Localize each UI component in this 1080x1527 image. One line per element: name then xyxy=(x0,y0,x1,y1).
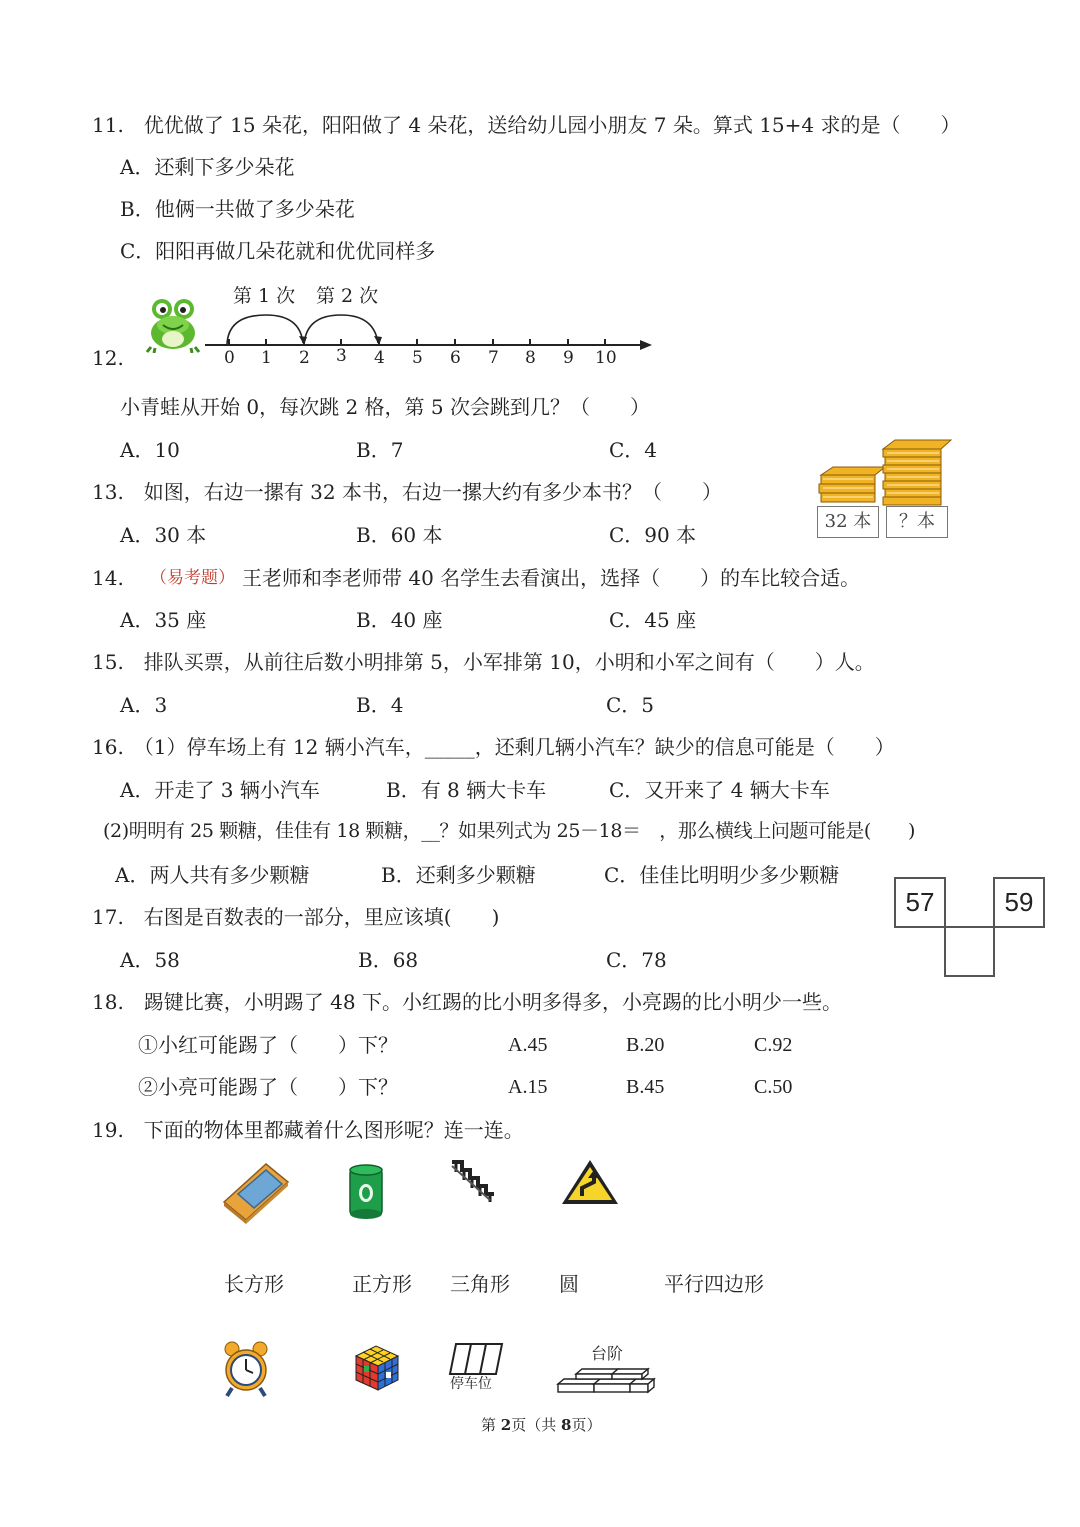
green-can-icon xyxy=(346,1163,386,1221)
q14-option-a: A．35 座 xyxy=(120,608,207,632)
book-tag-left: 32 本 xyxy=(817,506,879,538)
shape-label-circle: 圆 xyxy=(559,1272,579,1296)
q14-number: 14. xyxy=(92,566,124,590)
q17-option-a: A．58 xyxy=(120,948,180,972)
q16-1-option-b: B．有 8 辆大卡车 xyxy=(386,778,547,802)
q14-option-b: B．40 座 xyxy=(356,608,443,632)
hundred-chart-cell-57: 57 xyxy=(894,877,946,928)
q12-number: 12. xyxy=(92,346,124,370)
q14-stem: 王老师和李老师带 40 名学生去看演出，选择（ ）的车比较合适。 xyxy=(242,566,861,590)
q19-stem: 19. 下面的物体里都藏着什么图形呢？连一连。 xyxy=(92,1118,524,1142)
q17-option-c: C．78 xyxy=(606,948,667,972)
q18-sub-2-option-c: C.50 xyxy=(754,1076,793,1098)
q13-option-a: A．30 本 xyxy=(120,523,207,547)
q15-stem: 15. 排队买票，从前往后数小明排第 5，小军排第 10，小明和小军之间有（ ）人。 xyxy=(92,650,875,674)
q16-2-option-c: C．佳佳比明明少多少颗糖 xyxy=(604,863,840,887)
q18-sub-1-option-b: B.20 xyxy=(626,1034,665,1056)
q16-stem-2: (2)明明有 25 颗糖，佳佳有 18 颗糖，__？如果列式为 25－18＝ ，那么横线上问题可能是( ) xyxy=(103,820,916,842)
book-tag-right: ？本 xyxy=(886,506,948,538)
warning-sign-icon xyxy=(560,1158,620,1206)
book-stacks-icon xyxy=(815,437,955,509)
steps-icon xyxy=(556,1362,656,1394)
q16-2-option-a: A．两人共有多少颗糖 xyxy=(115,863,310,887)
q13-option-c: C．90 本 xyxy=(609,523,697,547)
staircase-icon xyxy=(450,1158,496,1202)
tick-9: 9 xyxy=(563,348,574,368)
tick-7: 7 xyxy=(488,348,499,368)
frog-icon xyxy=(145,295,201,353)
q11-option-b: B．他俩一共做了多少朵花 xyxy=(120,197,355,221)
q18-sub-1: ①小红可能踢了（ ）下？ xyxy=(138,1033,398,1057)
q18-sub-2-option-a: A.15 xyxy=(508,1076,548,1098)
q17-stem: 17. 右图是百数表的一部分，里应该填( ) xyxy=(92,905,500,929)
q12-option-c: C．4 xyxy=(609,438,658,462)
q13-option-b: B．60 本 xyxy=(356,523,443,547)
shape-label-rectangle: 长方形 xyxy=(224,1272,284,1296)
tick-10: 10 xyxy=(595,348,617,368)
shape-label-parallelogram: 平行四边形 xyxy=(664,1272,764,1296)
q12-stem: 小青蛙从开始 0，每次跳 2 格，第 5 次会跳到几？（ ） xyxy=(120,395,650,419)
footer-middle: 页（共 xyxy=(511,1416,561,1434)
alarm-clock-icon xyxy=(220,1340,272,1398)
tick-0: 0 xyxy=(224,348,235,368)
q16-2-option-b: B．还剩多少颗糖 xyxy=(381,863,536,887)
q16-1-option-c: C．又开来了 4 辆大卡车 xyxy=(609,778,830,802)
q18-sub-1-option-a: A.45 xyxy=(508,1034,548,1056)
jump-label-2: 第 2 次 xyxy=(316,285,379,307)
q16-stem-1: 16. （1）停车场上有 12 辆小汽车，_____，还剩几辆小汽车？缺少的信息可能是（ ） xyxy=(92,735,895,759)
tick-2: 2 xyxy=(299,348,310,368)
q15-option-c: C．5 xyxy=(606,693,655,717)
hundred-chart-blank-cell xyxy=(944,926,995,977)
matchbox-icon xyxy=(220,1160,292,1226)
q11-stem: 11. 优优做了 15 朵花，阳阳做了 4 朵花，送给幼儿园小朋友 7 朵。算式 15+4 求的是（ ） xyxy=(92,113,961,137)
hundred-chart-cell-59: 59 xyxy=(993,877,1045,928)
rubiks-cube-icon xyxy=(352,1342,402,1392)
shape-label-square: 正方形 xyxy=(352,1272,412,1296)
q12-option-b: B．7 xyxy=(356,438,404,462)
tick-6: 6 xyxy=(450,348,461,368)
page-number: 2 xyxy=(500,1416,512,1434)
tick-1: 1 xyxy=(261,348,272,368)
parking-space-label: 停车位 xyxy=(450,1376,492,1392)
q12-option-a: A．10 xyxy=(120,438,180,462)
footer-suffix: 页） xyxy=(571,1416,602,1434)
q17-option-b: B．68 xyxy=(358,948,419,972)
q14-option-c: C．45 座 xyxy=(609,608,697,632)
footer-prefix: 第 xyxy=(481,1416,501,1434)
page-footer xyxy=(481,1418,601,1433)
q11-option-c: C．阳阳再做几朵花就和优优同样多 xyxy=(120,239,436,263)
q18-sub-1-option-c: C.92 xyxy=(754,1034,793,1056)
shape-label-triangle: 三角形 xyxy=(450,1272,510,1296)
q16-1-option-a: A．开走了 3 辆小汽车 xyxy=(120,778,320,802)
tick-8: 8 xyxy=(525,348,536,368)
tick-5: 5 xyxy=(412,348,423,368)
parking-space-icon xyxy=(448,1342,504,1376)
tick-4: 4 xyxy=(374,348,385,368)
page-total: 8 xyxy=(561,1416,572,1434)
tick-3: 3 xyxy=(336,346,347,366)
q13-stem: 13. 如图，右边一摞有 32 本书，右边一摞大约有多少本书？（ ） xyxy=(92,480,722,504)
stairs-label: 台阶 xyxy=(591,1344,624,1363)
q18-stem: 18. 踢键比赛，小明踢了 48 下。小红踢的比小明多得多，小亮踢的比小明少一些。 xyxy=(92,990,842,1014)
q15-option-a: A．3 xyxy=(120,693,168,717)
q11-option-a: A．还剩下多少朵花 xyxy=(120,155,295,179)
q15-option-b: B．4 xyxy=(356,693,404,717)
q18-sub-2: ②小亮可能踢了（ ）下？ xyxy=(138,1075,398,1099)
q18-sub-2-option-b: B.45 xyxy=(626,1076,665,1098)
jump-label-1: 第 1 次 xyxy=(233,285,296,307)
easy-question-tag: （易考题） xyxy=(150,568,235,588)
